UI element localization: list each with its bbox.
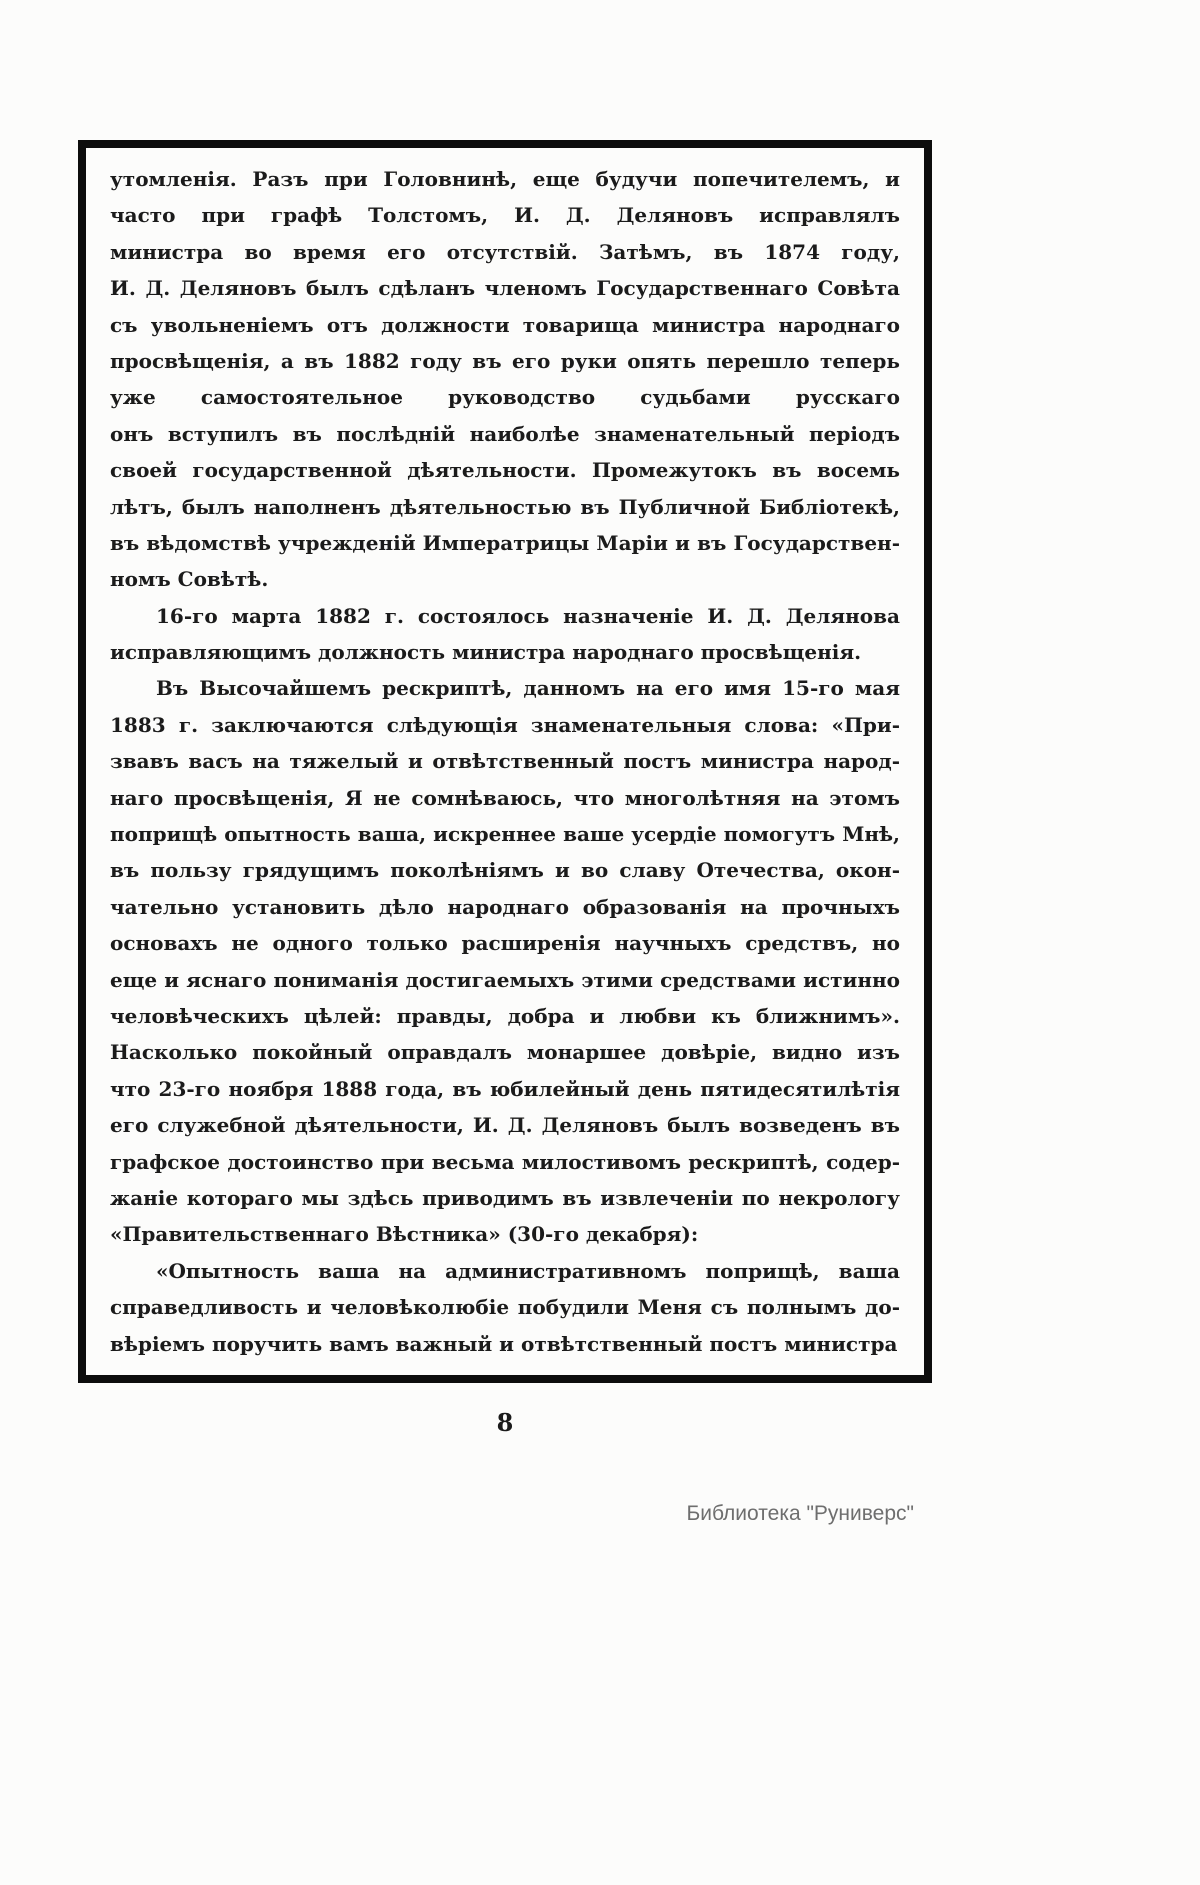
page-border-frame [78,140,932,1383]
text-line: министра во время его отсутствій. Затѣмъ, въ 1874 году, [110,239,900,264]
text-line: вѣріемъ поручить вамъ важный и отвѣтственный постъ министра [110,1331,898,1356]
text-line: уже самостоятельное руководство судьбами русскаго [110,385,900,410]
text-line: своей государственной дѣятельности. Промежутокъ въ восемь [110,458,900,483]
text-line: лѣтъ, былъ наполненъ дѣятельностью въ Публичной Библіотекѣ, [110,494,900,519]
text-line: номъ Совѣтѣ. [110,567,269,592]
text-line: 1883 г. заключаются слѣдующія знаменательныя слова: «При- [110,712,900,737]
text-line: звавъ васъ на тяжелый и отвѣтственный постъ министра народ- [110,749,900,774]
text-line: его служебной дѣятельности, И. Д. Деляновъ былъ возведенъ въ [110,1113,900,1138]
text-line: съ увольненіемъ отъ должности товарища министра народнаго [110,312,900,337]
text-line: просвѣщенія, а въ 1882 году въ его руки опять перешло теперь [110,348,900,373]
text-line: поприщѣ опытность ваша, искреннее ваше усердіе помогутъ Мнѣ, [110,822,900,847]
text-line: наго просвѣщенія, Я не сомнѣваюсь, что многолѣтняя на этомъ [110,785,900,810]
text-line: онъ вступилъ въ послѣдній наиболѣе знаменательный періодъ [110,421,900,446]
text-line: «Правительственнаго Вѣстника» (30-го декабря): [110,1222,699,1247]
text-line: 16-го марта 1882 г. состоялось назначеніе И. Д. Делянова [156,603,900,628]
text-block [110,161,900,1362]
text-line: утомленія. Разъ при Головнинѣ, еще будучи попечителемъ, и [110,167,900,191]
text-line: въ пользу грядущимъ поколѣніямъ и во славу Отечества, окон- [110,858,900,883]
page-number: 8 [496,1408,514,1437]
text-line: Въ Высочайшемъ рескриптѣ, данномъ на его имя 15-го мая [156,676,900,701]
text-line: исправляющимъ должность министра народнаго просвѣщенія. [110,640,862,665]
text-line: «Опытность ваша на административномъ поприщѣ, ваша [156,1258,900,1283]
text-line: чательно установить дѣло народнаго образованія на прочныхъ [110,894,900,919]
text-line: еще и яснаго пониманія достигаемыхъ этими средствами истинно [110,967,900,992]
text-line: что 23-го ноября 1888 года, въ юбилейный день пятидесятилѣтія [110,1076,900,1101]
library-watermark: Библиотека "Руниверс" [686,1502,914,1525]
text-line: И. Д. Деляновъ былъ сдѣланъ членомъ Государственнаго Совѣта [110,276,900,301]
text-line: въ вѣдомствѣ учрежденій Императрицы Маріи и въ Государствен- [110,530,900,555]
text-line: справедливость и человѣколюбіе побудили Меня съ полнымъ до- [110,1295,900,1320]
text-line: часто при графѣ Толстомъ, И. Д. Деляновъ исправлялъ [110,203,900,228]
text-line: графское достоинство при весьма милостивомъ рескриптѣ, содер- [110,1149,900,1174]
text-line: Насколько покойный оправдалъ монаршее довѣріе, видно изъ [110,1040,900,1065]
text-line: человѣческихъ цѣлей: правды, добра и любви къ ближнимъ». [110,1003,900,1028]
text-line: основахъ не одного только расширенія научныхъ средствъ, но [110,931,900,956]
text-line: жаніе котораго мы здѣсь приводимъ въ извлеченіи по некрологу [110,1185,900,1210]
